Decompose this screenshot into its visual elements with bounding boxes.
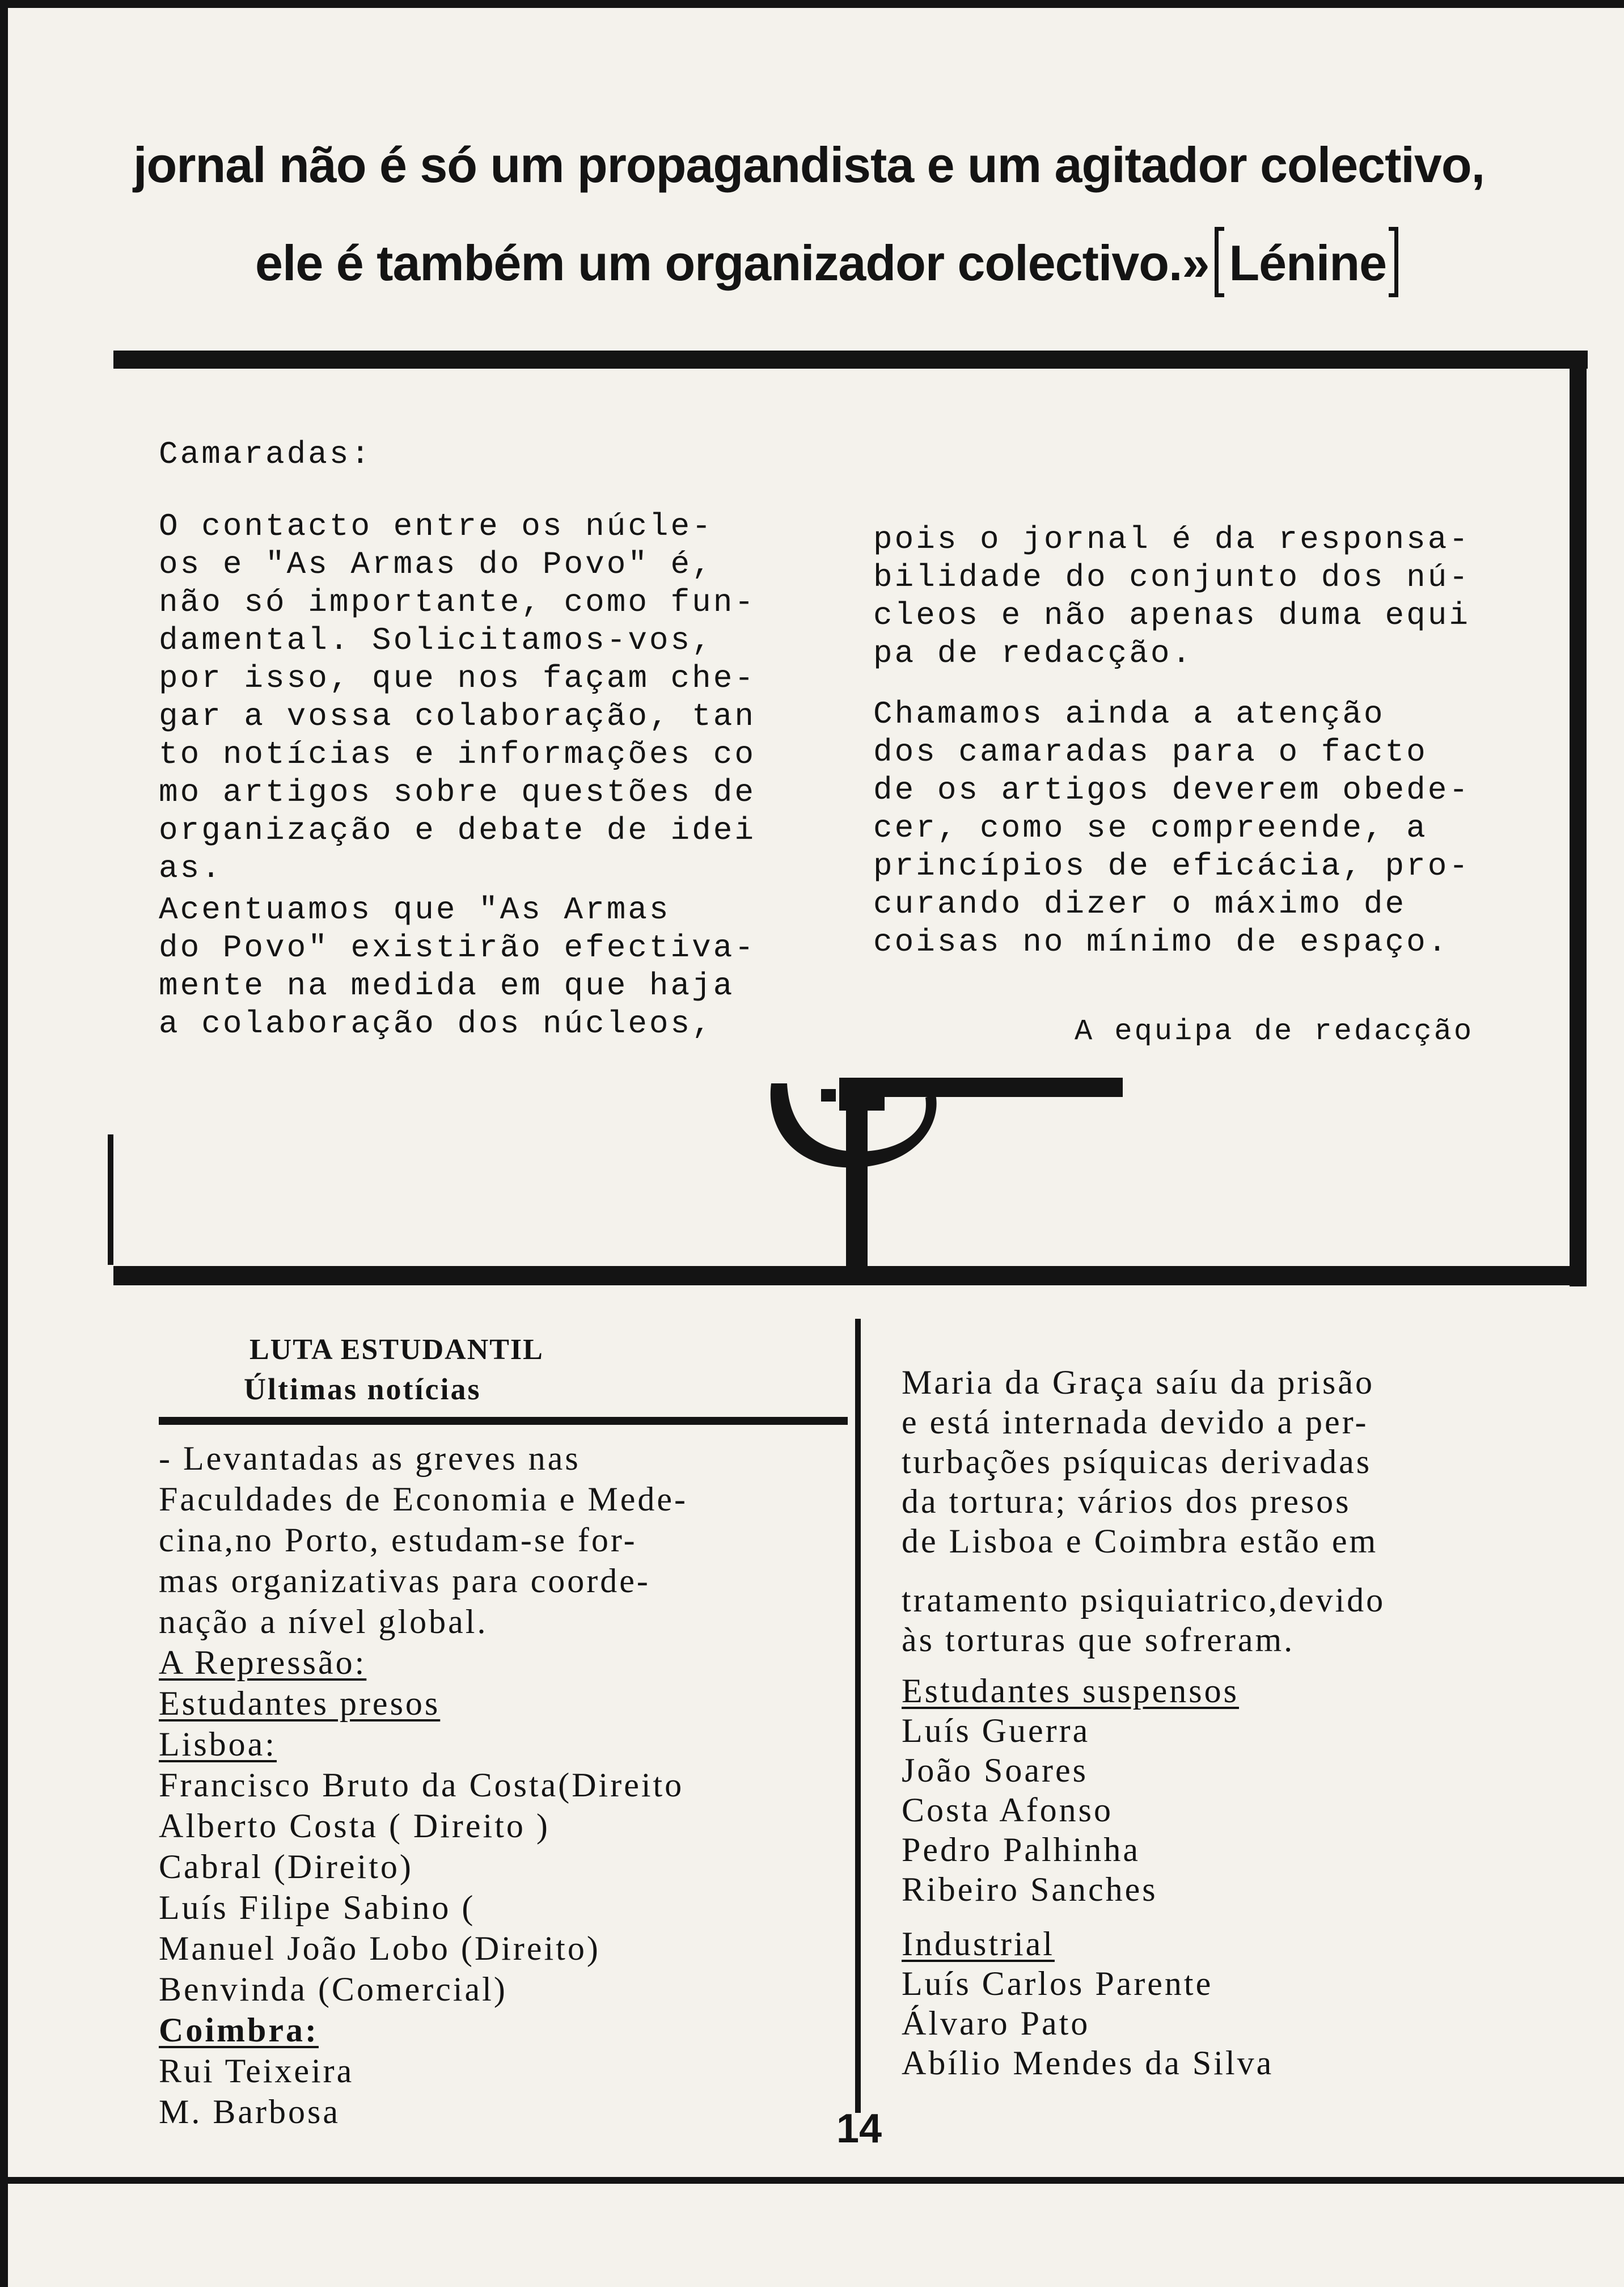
notice-line: pois o jornal é da responsa- xyxy=(873,521,1470,558)
notice-line: de os artigos deverem obede- xyxy=(873,772,1470,808)
notice-greeting: Camaradas: xyxy=(159,436,373,472)
notice-line: curando dizer o máximo de xyxy=(873,886,1407,922)
name-line: Rui Teixeira xyxy=(159,2052,354,2090)
notice-line: O contacto entre os núcle- xyxy=(159,508,713,545)
news-line: mas organizativas para coorde- xyxy=(159,1562,650,1600)
notice-line: mo artigos sobre questões de xyxy=(159,774,756,811)
suspensos-label: Estudantes suspensos xyxy=(902,1672,1239,1710)
name-line: Luís Guerra xyxy=(902,1712,1090,1749)
ultimas-heading: Últimas notícias xyxy=(244,1372,481,1406)
lisboa-label: Lisboa: xyxy=(159,1725,277,1763)
heading-rule xyxy=(159,1417,848,1425)
notice-col1 xyxy=(159,508,756,1043)
news-line: turbações psíquicas derivadas xyxy=(902,1443,1372,1480)
name-line: Ribeiro Sanches xyxy=(902,1871,1158,1908)
notice-line: to notícias e informações co xyxy=(159,736,756,773)
notice-line: dos camaradas para o facto xyxy=(873,734,1428,770)
quote-line-1: jornal não é só um propagandista e um agitador colectivo, xyxy=(133,137,1485,193)
quote-author: Lénine xyxy=(1229,235,1387,291)
quote-line-2: ele é também um organizador colectivo.» Lénine xyxy=(255,227,1398,297)
notice-line: Acentuamos que "As Armas xyxy=(159,892,671,928)
notice-line: bilidade do conjunto dos nú- xyxy=(873,559,1470,596)
notice-line: cer, como se compreende, a xyxy=(873,810,1428,846)
repression-label: A Repressão: xyxy=(159,1644,367,1681)
name-line: Abílio Mendes da Silva xyxy=(902,2044,1274,2082)
notice-col2 xyxy=(873,521,1470,961)
notice-box-top-border xyxy=(113,351,1588,369)
news-line: Maria da Graça saíu da prisão xyxy=(902,1364,1375,1401)
notice-box-left-border xyxy=(108,1134,113,1265)
notice-line: organização e debate de idei xyxy=(159,812,756,849)
industrial-label: Industrial xyxy=(902,1925,1055,1963)
notice-line: gar a vossa colaboração, tan xyxy=(159,698,756,735)
name-line: Álvaro Pato xyxy=(902,2005,1090,2042)
presos-label: Estudantes presos xyxy=(159,1685,441,1722)
news-line: tratamento psiquiatrico,devido xyxy=(902,1581,1386,1619)
notice-line: Chamamos ainda a atenção xyxy=(873,696,1385,732)
name-line: Costa Afonso xyxy=(902,1791,1114,1829)
notice-line: pa de redacção. xyxy=(873,635,1194,672)
name-line: Pedro Palhinha xyxy=(902,1831,1140,1868)
page-number: 14 xyxy=(836,2106,882,2151)
notice-line: não só importante, como fun- xyxy=(159,584,756,621)
news-line: às torturas que sofreram. xyxy=(902,1621,1295,1659)
name-line: Manuel João Lobo (Direito) xyxy=(159,1930,600,1967)
news-line: nação a nível global. xyxy=(159,1603,488,1640)
notice-box-right-border xyxy=(1570,351,1587,1286)
coimbra-label: Coimbra: xyxy=(159,2011,319,2049)
name-line: Francisco Bruto da Costa(Direito xyxy=(159,1766,684,1804)
left-column xyxy=(159,1438,688,2132)
news-line: e está internada devido a per- xyxy=(902,1403,1369,1441)
name-line: Cabral (Direito) xyxy=(159,1848,413,1885)
name-line: Benvinda (Comercial) xyxy=(159,1970,508,2008)
notice-line: a colaboração dos núcleos, xyxy=(159,1006,713,1042)
news-line: Faculdades de Economia e Mede- xyxy=(159,1480,688,1518)
notice-line: princípios de eficácia, pro- xyxy=(873,848,1470,884)
notice-line: mente na medida em que haja xyxy=(159,968,735,1004)
page-top-rule xyxy=(0,0,1624,8)
news-line: de Lisboa e Coimbra estão em xyxy=(902,1522,1378,1560)
notice-line: do Povo" existirão efectiva- xyxy=(159,930,756,966)
notice-signature: A equipa de redacção xyxy=(1075,1015,1474,1048)
page-left-rule xyxy=(0,0,8,2287)
news-line: cina,no Porto, estudam-se for- xyxy=(159,1521,637,1559)
notice-line: cleos e não apenas duma equi xyxy=(873,597,1470,634)
hammer-sickle-icon xyxy=(760,1066,1134,1271)
bracket-close xyxy=(1389,227,1398,297)
name-line: Luís Carlos Parente xyxy=(902,1965,1213,2002)
luta-heading: LUTA ESTUDANTIL xyxy=(249,1334,544,1366)
notice-line: damental. Solicitamos-vos, xyxy=(159,622,713,659)
name-line: Alberto Costa ( Direito ) xyxy=(159,1807,550,1845)
notice-line: por isso, que nos façam che- xyxy=(159,660,756,697)
name-line: Luís Filipe Sabino ( xyxy=(159,1889,476,1926)
notice-line: as. xyxy=(159,850,223,887)
bottom-rule xyxy=(0,2177,1624,2184)
notice-line: os e "As Armas do Povo" é, xyxy=(159,546,713,583)
name-line: João Soares xyxy=(902,1752,1088,1789)
right-column xyxy=(902,1362,1385,2083)
name-line: M. Barbosa xyxy=(159,2093,340,2130)
news-line: - Levantadas as greves nas xyxy=(159,1440,581,1477)
bracket-open xyxy=(1215,227,1224,297)
column-divider xyxy=(855,1319,861,2113)
notice-line: coisas no mínimo de espaço. xyxy=(873,924,1449,960)
news-line: da tortura; vários dos presos xyxy=(902,1483,1351,1520)
